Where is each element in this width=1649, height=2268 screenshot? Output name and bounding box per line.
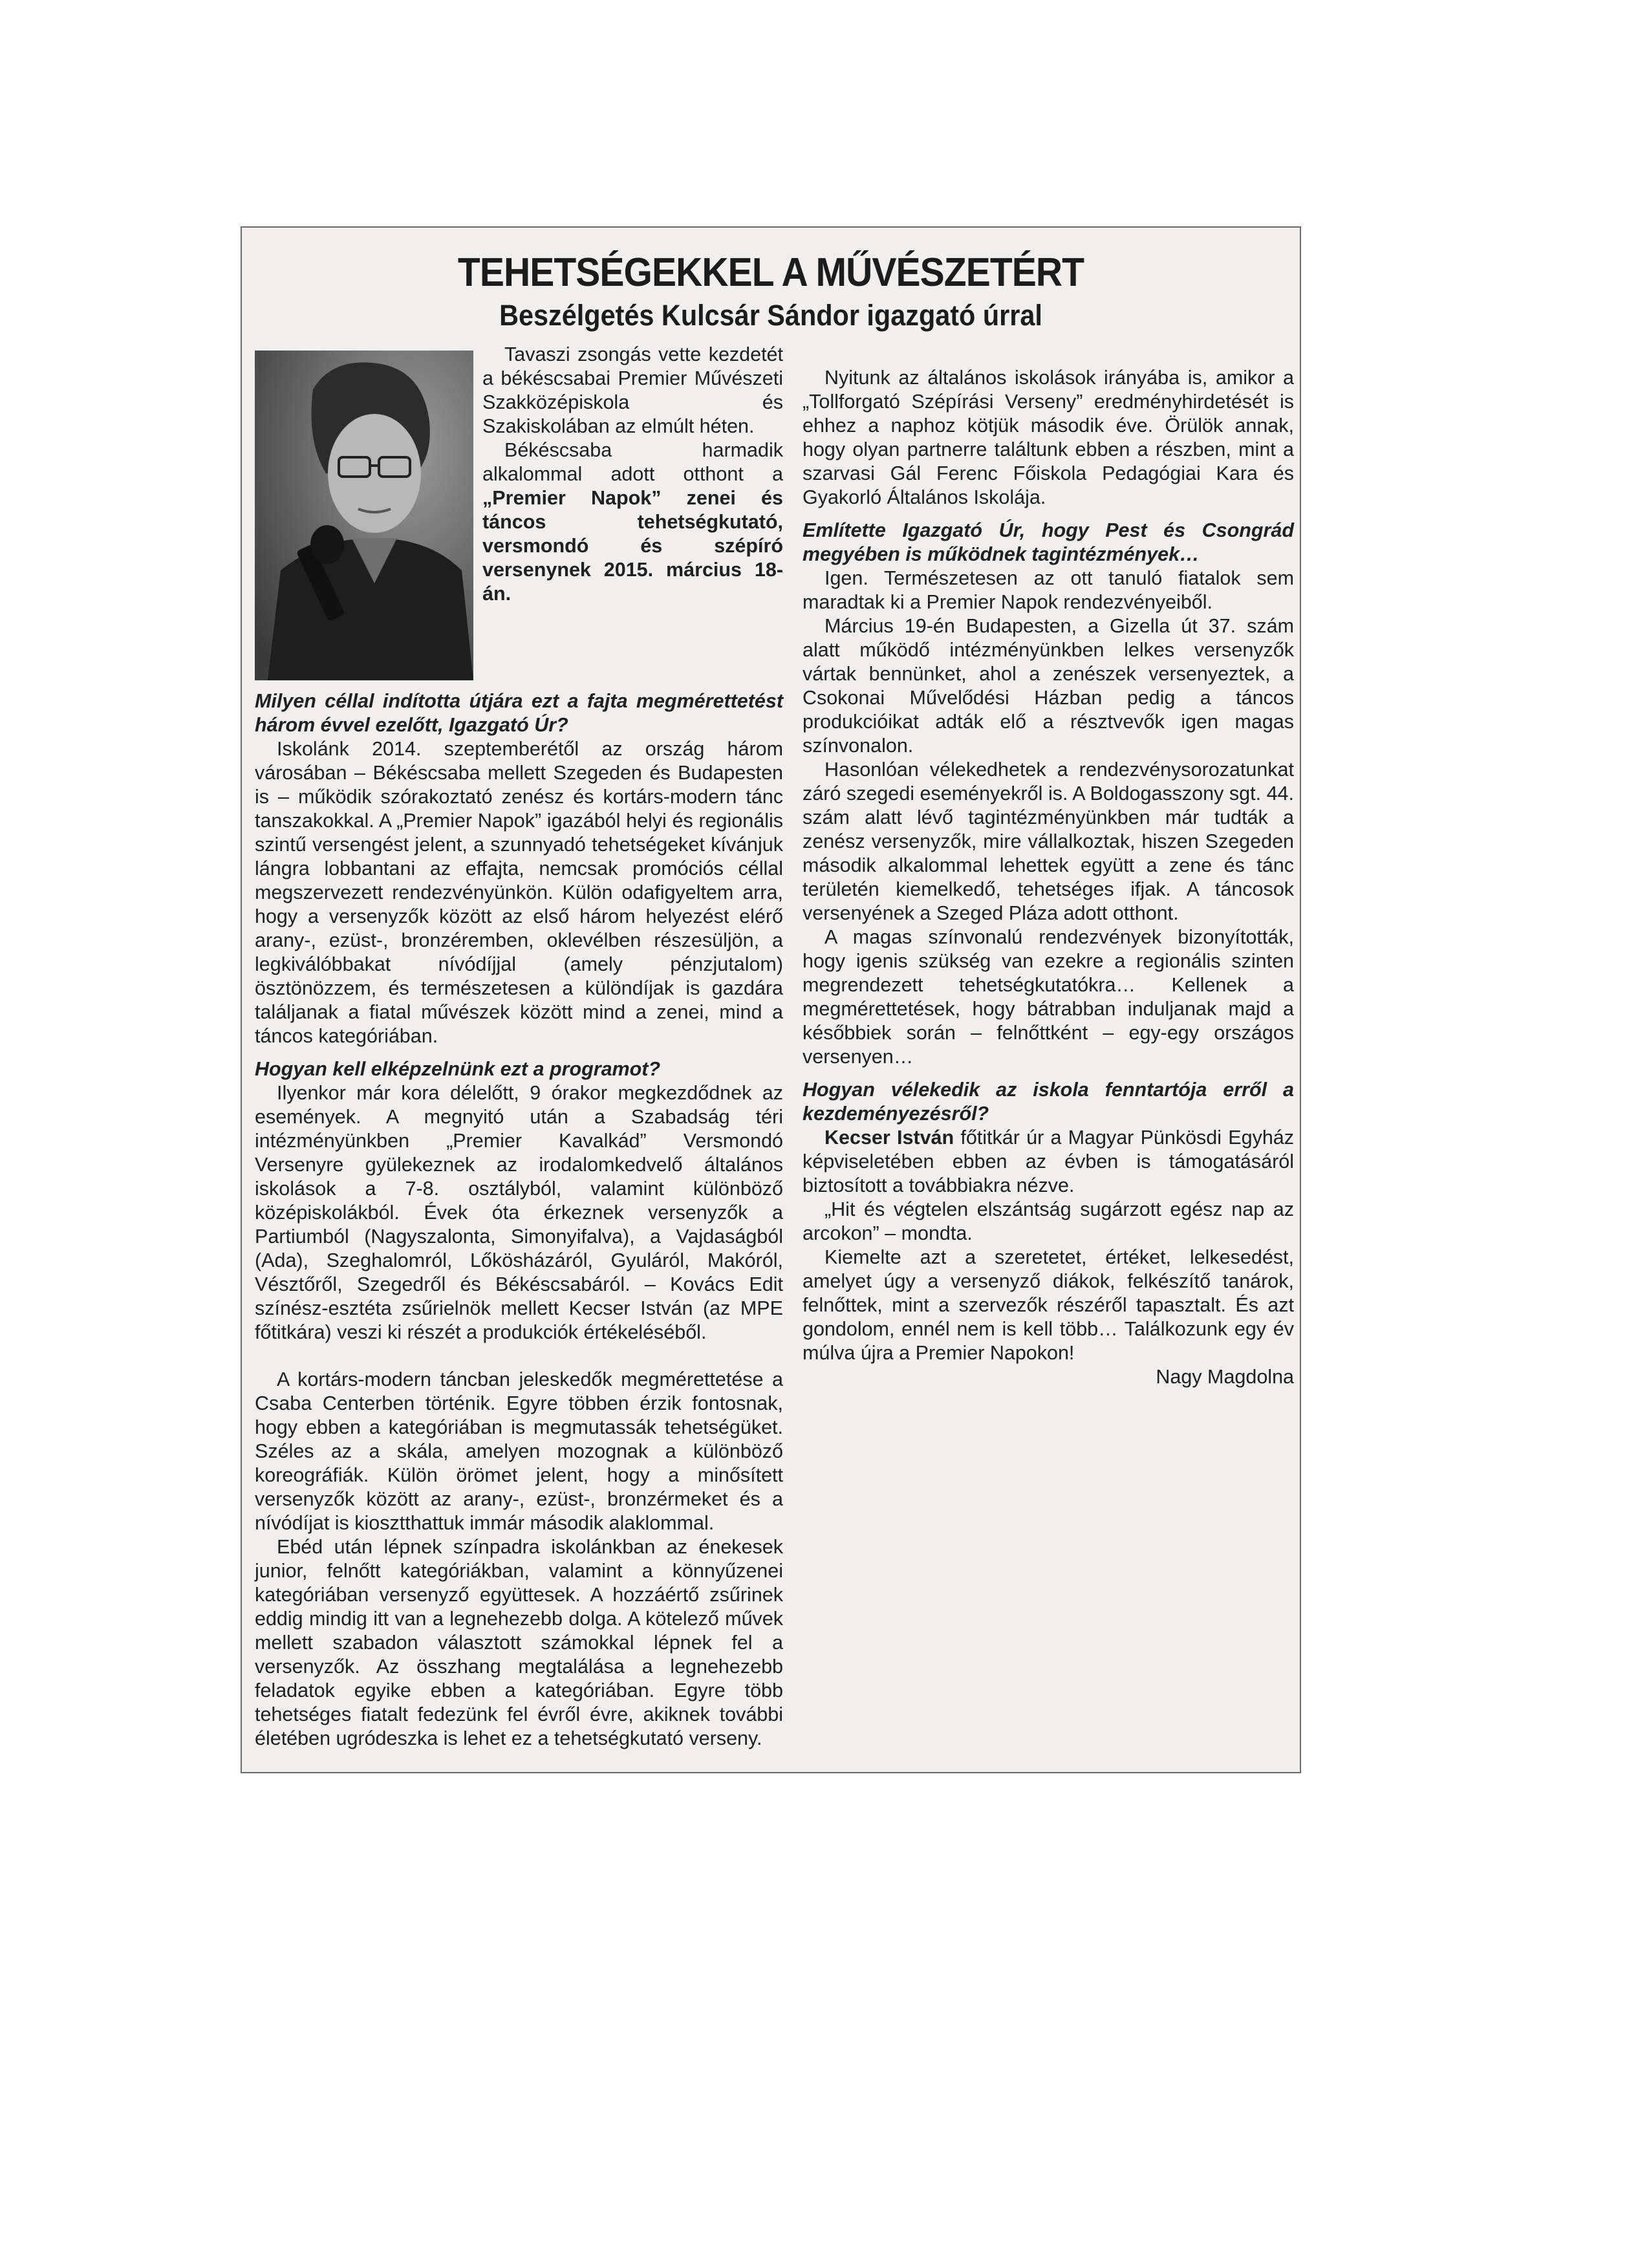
answer-3: A kortárs-modern táncban jeleskedők megmérettetése a Csaba Centerben történik. Egyre többen érzik fontosnak, hogy ebben a kategóriában is megmutassák tehetségüket. Széles az a skála, amelyen mozognak a különböző koreográfiák. Külön örömet jelent, hogy a minősített versenyzők között az arany-, ezüst-, bronzérmeket és a nívódíjat is kiosztthattuk immár második alaklommal. bbox=[255, 1368, 783, 1534]
intro-column bbox=[482, 343, 783, 606]
article-subtitle: Beszélgetés Kulcsár Sándor igazgató úrral bbox=[499, 299, 1042, 332]
newspaper-clipping bbox=[241, 226, 1301, 1773]
intro-paragraph-2 bbox=[482, 438, 783, 606]
intro-text: Békéscsaba harmadik alkalommal adott otthont a bbox=[482, 439, 783, 485]
question-4: Hogyan vélekedik az iskola fenntartója erről a kezdeményezésről? bbox=[803, 1079, 1294, 1125]
answer-4: Ebéd után lépnek színpadra iskolánkban az énekesek junior, felnőtt kategóriákban, valamint a könnyűzenei kategóriában versenyző együttesek. A hozzáértő zsűrinek eddig mindig itt van a legnehezebb dolga. A kötelező művek mellett szabadon választott számokkal lépnek fel a versenyzők. Az összhang megtalálása a legnehezebb feladatok egyike ebben a kategóriában. Egyre több tehetséges fiatalt fedezünk fel évről évre, akiknek további életében ugródeszka is lehet ez a tehetségkutató verseny. bbox=[255, 1536, 783, 1749]
article-title: TEHETSÉGEKKEL A MŰVÉSZETÉRT bbox=[457, 250, 1084, 295]
portrait-image bbox=[255, 351, 473, 680]
left-column bbox=[255, 680, 783, 1751]
author-signature: Nagy Magdolna bbox=[1156, 1366, 1294, 1388]
right-column bbox=[803, 343, 1294, 1389]
answer-10-text: főtitkár úr a Magyar Pünkösdi Egyház képviseletében ebben az évben is támogatásáról biztosított a továbbiakra nézve. bbox=[803, 1127, 1294, 1196]
portrait-photo bbox=[255, 351, 473, 680]
question-3: Említette Igazgató Úr, hogy Pest és Csongrád megyében is működnek tagintézmények… bbox=[803, 519, 1294, 565]
answer-7: Március 19-én Budapesten, a Gizella út 37. szám alatt működő intézményünkben lelkes versenyzők vártak bennünket, ahol a zenészek versenyeztek, a Csokonai Művelődési Házban pedig a táncos produkcióikat adták elő a résztvevők igen magas színvonalon. bbox=[803, 615, 1294, 757]
answer-8: Hasonlóan vélekedhetek a rendezvénysorozatunkat záró szegedi eseményekről is. A Boldogasszony sgt. 44. szám alatt lévő tagintézményünkben már tudták a zenész versenyzők, mire vállalkoztak, hiszen Szegeden második alkalommal lehettek együtt a zene és tánc területén kiemelkedő, tehetséges ifjak. A táncosok versenyének a Szeged Pláza adott otthont. bbox=[803, 759, 1294, 924]
answer-10 bbox=[803, 1126, 1294, 1198]
question-1: Milyen céllal indította útjára ezt a fajta megmérettetést három évvel ezelőtt, Igazgató Úr? bbox=[255, 690, 783, 736]
answer-12: Kiemelte azt a szeretetet, értéket, lelkesedést, amelyet úgy a versenyző diákok, felkészítő tanárok, felnőttek, mint a szervezők részéről tapasztalt. És azt gondolom, ennél nem is kell több… Találkozunk egy év múlva újra a Premier Napokon! bbox=[803, 1246, 1294, 1364]
question-2: Hogyan kell elképzelnünk ezt a programot? bbox=[255, 1058, 661, 1080]
intro-bold-text: „Premier Napok” zenei és táncos tehetségkutató, versmondó és szépíró versenynek 2015. március 18-án. bbox=[482, 487, 783, 605]
answer-5: Nyitunk az általános iskolások irányába is, amikor a „Tollforgató Szépírási Verseny” eredményhirdetését is ehhez a naphoz kötjük második éve. Örülök annak, hogy olyan partnerre találtunk ebben a részben, mint a szarvasi Gál Ferenc Főiskola Pedagógiai Kara és Gyakorló Általános Iskolája. bbox=[803, 367, 1294, 508]
answer-6: Igen. Természetesen az ott tanuló fiatalok sem maradtak ki a Premier Napok rendezvényeiből. bbox=[803, 567, 1294, 613]
answer-9: A magas színvonalú rendezvények bizonyították, hogy igenis szükség van ezekre a regionális szinten megrendezett tehetségkutatókra… Kellenek a megmérettetések, hogy bátrabban induljanak majd a későbbiek során – felnőttként – egy-egy országos versenyen… bbox=[803, 926, 1294, 1068]
answer-2: Ilyenkor már kora délelőtt, 9 órakor megkezdődnek az események. A megnyitó után a Szabadság téri intézményünkben „Premier Kavalkád” Versmondó Versenyre gyülekeznek az irodalomkedvelő általános iskolások a 7-8. osztályból, valamint különböző középiskolákból. Évek óta érkeznek versenyzők a Partiumból (Nagyszalonta, Simonyifalva), a Vajdaságból (Ada), Szeghalomról, Lőkösházáról, Gyuláról, Makóról, Vésztőről, Szegedről és Békéscsabáról. – Kovács Edit színész-esztéta zsűrielnök mellett Kecser István (az MPE főtitkára) veszi ki részét a produkciók értékeléséből. bbox=[255, 1082, 783, 1343]
answer-1: Iskolánk 2014. szeptemberétől az ország három városában – Békéscsaba mellett Szegeden és Budapesten is – működik szórakoztató zenész és kortárs-modern tánc tanszakokkal. A „Premier Napok” igazából helyi és regionális szintű versengést jelent, a szunnyadó tehetségeket kívánjuk lángra lobbantani az effajta, nemcsak promóciós céllal megszervezett rendezvényünkön. Külön odafigyeltem arra, hogy a versenyzők között az első három helyezést elérő arany-, ezüst-, bronzéremben, oklevélben részesüljön, a legkiválóbbakat nívódíjjal (amely pénzjutalom) ösztönözzem, és természetesen a különdíjak is gazdára találjanak a fiatal művészek között mind a zenei, mind a táncos kategóriában. bbox=[255, 738, 783, 1047]
intro-paragraph-1: Tavaszi zsongás vette kezdetét a békéscsabai Premier Művészeti Szakközépiskola és Szakiskolában az elmúlt héten. bbox=[482, 343, 783, 437]
answer-10-bold: Kecser István bbox=[824, 1127, 954, 1149]
answer-11: „Hit és végtelen elszántság sugárzott egész nap az arcokon” – mondta. bbox=[803, 1198, 1294, 1244]
